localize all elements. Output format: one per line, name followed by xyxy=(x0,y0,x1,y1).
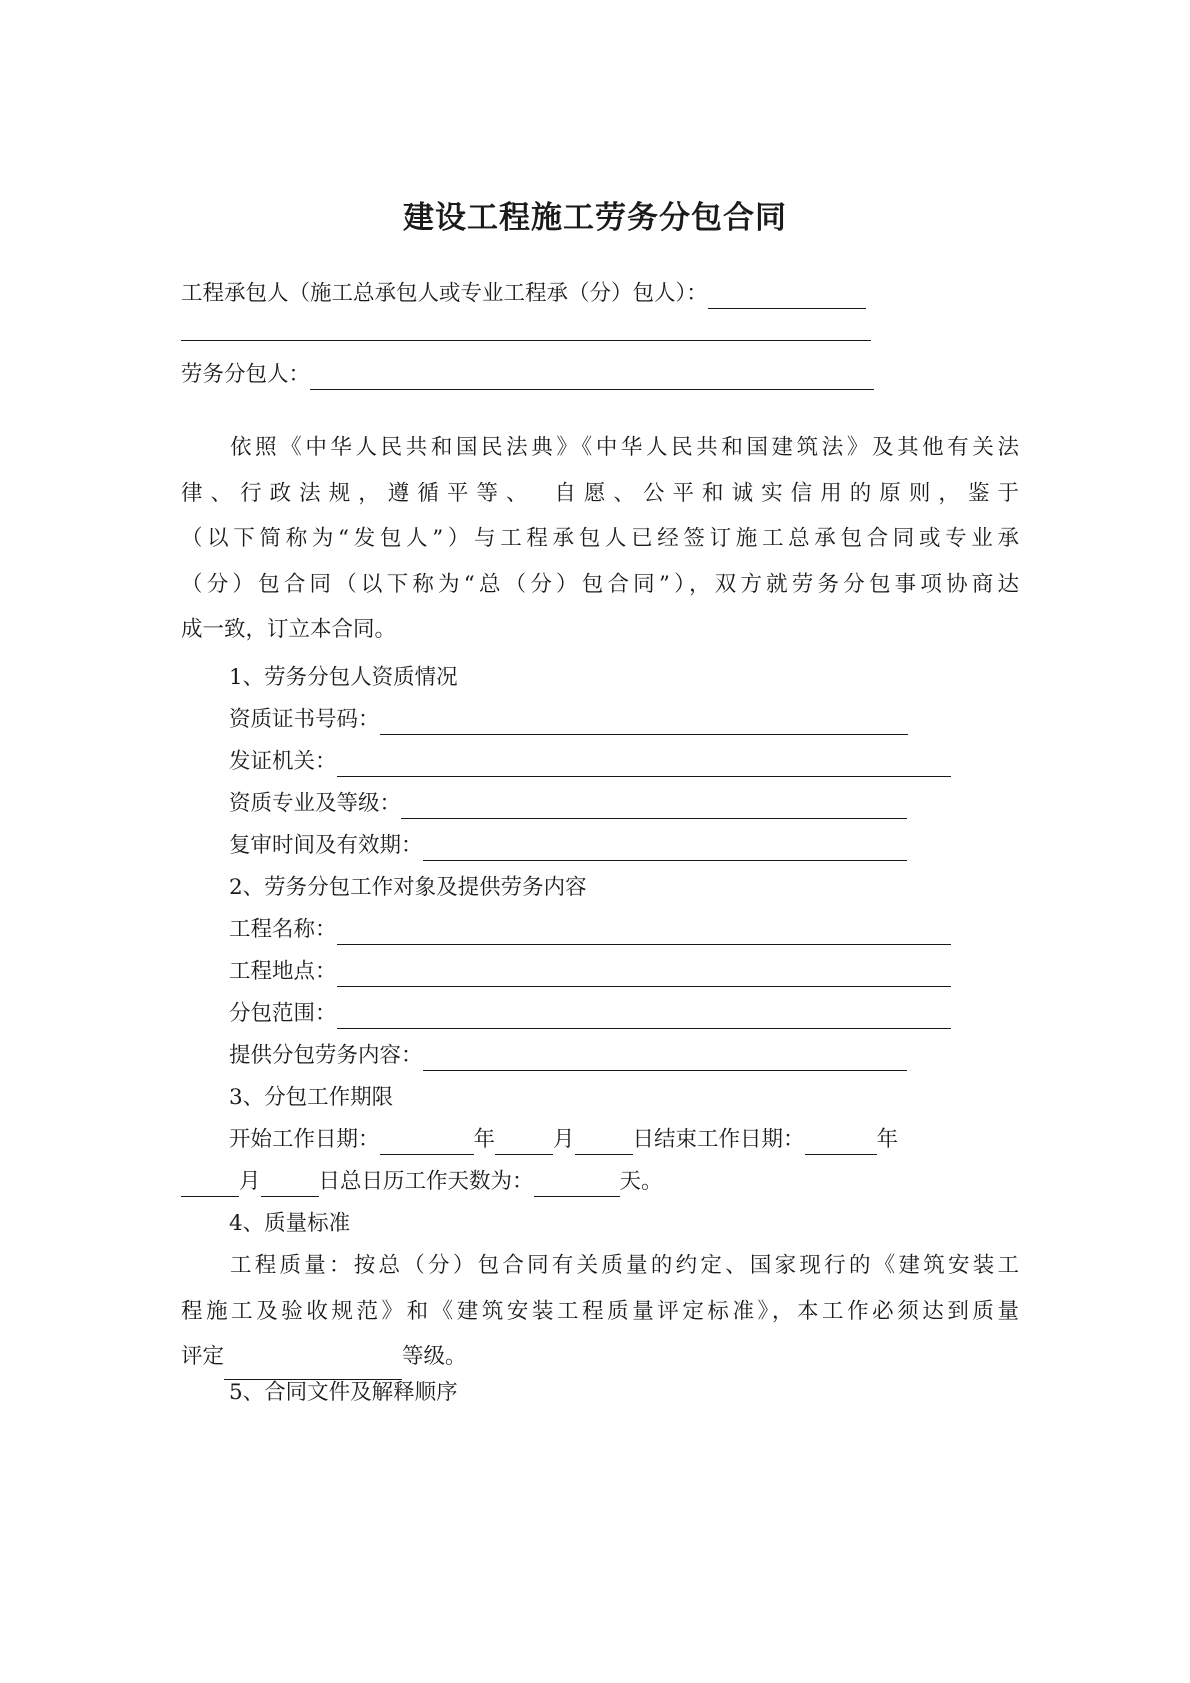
issuer-blank[interactable] xyxy=(337,752,951,777)
scope-blank[interactable] xyxy=(337,1004,951,1029)
start-year-blank[interactable] xyxy=(380,1130,474,1155)
month-label: 月 xyxy=(553,1127,575,1152)
section-3-heading: 3、分包工作期限 xyxy=(229,1085,394,1110)
contractor-label: 工程承包人（施工总承包人或专业工程承（分）包人）： xyxy=(181,281,708,306)
labor-subcontractor-label: 劳务分包人： xyxy=(181,362,311,387)
labor-content-label: 提供分包劳务内容： xyxy=(229,1043,423,1068)
total-days-label: 日总日历工作天数为： xyxy=(318,1169,534,1194)
contractor-blank-continued[interactable] xyxy=(181,340,871,341)
cert-number-blank[interactable] xyxy=(380,710,908,735)
scope-line xyxy=(229,999,951,1029)
quality-grade-suffix: 等级。 xyxy=(402,1344,467,1369)
preamble-line: （分）包合同（以下称为“总（分）包合同”），双方就劳务分包事项协商达 xyxy=(181,571,1019,597)
quality-line: 程施工及验收规范》和《建筑安装工程质量评定标准》，本工作必须达到质量 xyxy=(181,1298,1019,1324)
labor-subcontractor-blank[interactable] xyxy=(310,365,874,390)
end-month-blank[interactable] xyxy=(181,1172,239,1197)
quality-line: 工程质量：按总（分）包合同有关质量的约定、国家现行的《建筑安装工 xyxy=(230,1253,1019,1278)
review-line xyxy=(229,831,907,861)
cert-number-line xyxy=(229,705,908,735)
labor-subcontractor-line xyxy=(181,360,874,390)
end-date-label: 日结束工作日期： xyxy=(632,1127,805,1152)
start-month-blank[interactable] xyxy=(495,1130,553,1155)
work-period-line xyxy=(229,1125,898,1155)
end-day-blank[interactable] xyxy=(261,1172,319,1197)
preamble-line: （以下简称为“发包人”）与工程承包人已经签订施工总承包合同或专业承 xyxy=(181,526,1019,551)
preamble-line: 律、行政法规，遵循平等、 自愿、公平和诚实信用的原则，鉴于 xyxy=(181,480,1019,506)
labor-content-blank[interactable] xyxy=(423,1046,907,1071)
section-1-heading: 1、劳务分包人资质情况 xyxy=(229,665,458,690)
quality-line xyxy=(181,1334,1019,1380)
review-label: 复审时间及有效期： xyxy=(229,833,423,858)
total-days-blank[interactable] xyxy=(534,1172,620,1197)
labor-content-line xyxy=(229,1041,907,1071)
end-year-blank[interactable] xyxy=(805,1130,877,1155)
project-name-line xyxy=(229,915,951,945)
review-blank[interactable] xyxy=(423,836,907,861)
project-name-blank[interactable] xyxy=(337,920,951,945)
quality-paragraph xyxy=(181,1243,1019,1380)
specialty-blank[interactable] xyxy=(401,794,907,819)
issuer-label: 发证机关： xyxy=(229,749,337,774)
project-name-label: 工程名称： xyxy=(229,917,337,942)
cert-number-label: 资质证书号码： xyxy=(229,707,380,732)
section-5-heading: 5、合同文件及解释顺序 xyxy=(229,1380,458,1405)
start-day-blank[interactable] xyxy=(575,1130,633,1155)
contractor-line xyxy=(181,279,866,309)
work-period-line-2 xyxy=(181,1167,663,1197)
specialty-label: 资质专业及等级： xyxy=(229,791,402,816)
project-site-label: 工程地点： xyxy=(229,959,337,984)
contractor-blank[interactable] xyxy=(708,284,866,309)
year-label: 年 xyxy=(473,1127,496,1152)
document-title: 建设工程施工劳务分包合同 xyxy=(403,200,787,236)
preamble-paragraph xyxy=(181,425,1019,653)
month-label: 月 xyxy=(239,1169,261,1194)
specialty-line xyxy=(229,789,907,819)
section-4-heading: 4、质量标准 xyxy=(229,1211,351,1236)
issuer-line xyxy=(229,747,951,777)
days-unit: 天。 xyxy=(619,1169,663,1194)
section-2-heading: 2、劳务分包工作对象及提供劳务内容 xyxy=(229,875,587,900)
project-site-blank[interactable] xyxy=(337,962,951,987)
project-site-line xyxy=(229,957,951,987)
quality-grade-blank[interactable] xyxy=(224,1355,402,1380)
scope-label: 分包范围： xyxy=(229,1001,337,1026)
year-label: 年 xyxy=(876,1127,899,1152)
preamble-line: 依照《中华人民共和国民法典》《中华人民共和国建筑法》及其他有关法 xyxy=(230,435,1019,460)
start-date-label: 开始工作日期： xyxy=(229,1127,380,1152)
preamble-line: 成一致，订立本合同。 xyxy=(181,617,397,642)
quality-grade-label: 评定 xyxy=(181,1344,225,1369)
